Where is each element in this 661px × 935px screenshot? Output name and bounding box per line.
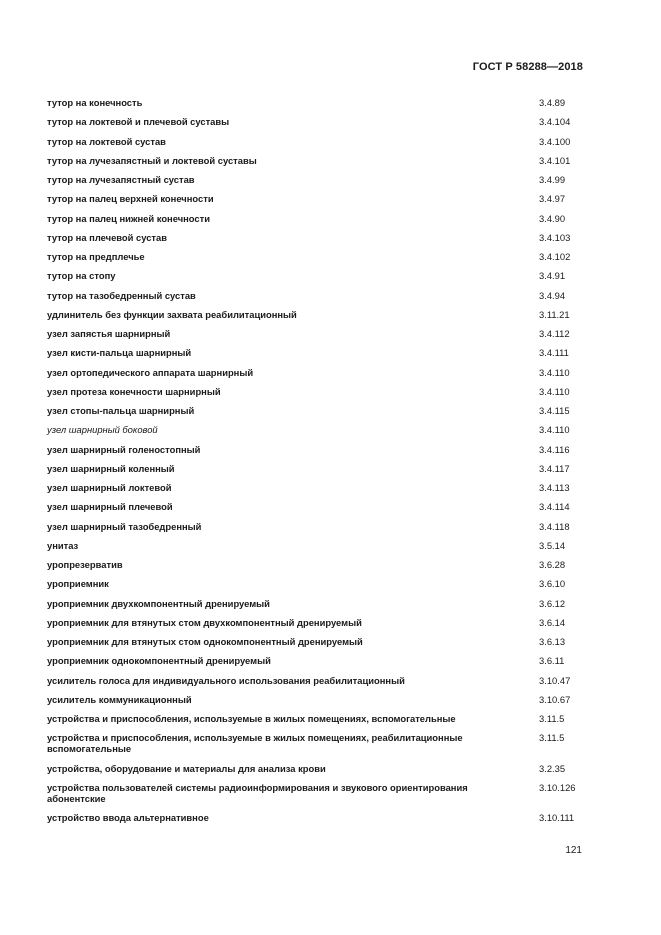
index-term: тутор на стопу — [47, 270, 116, 282]
index-entry — [47, 675, 587, 686]
index-entry — [47, 763, 587, 774]
index-reference: 3.4.115 — [539, 405, 570, 416]
index-term: узел кисти-пальца шарнирный — [47, 347, 192, 359]
index-term: узел шарнирный плечевой — [47, 501, 173, 513]
index-term: уроприемник двухкомпонентный дренируемый — [47, 597, 270, 609]
index-reference: 3.6.28 — [539, 559, 566, 570]
term-index — [47, 97, 587, 831]
index-term: тутор на тазобедренный сустав — [47, 289, 196, 301]
index-term: уроприемник для втянутых стом двухкомпонентный дренируемый — [47, 616, 362, 628]
index-reference: 3.4.110 — [539, 424, 570, 436]
index-reference: 3.6.12 — [539, 597, 566, 609]
index-entry — [47, 251, 587, 262]
index-entry — [47, 559, 587, 570]
index-entry — [47, 424, 587, 435]
index-entry — [47, 213, 587, 224]
index-entry — [47, 694, 587, 705]
index-term: устройства и приспособления, используемые в жилых помещениях, вспомогательные — [47, 713, 456, 724]
index-reference: 3.11.5 — [539, 732, 565, 744]
index-entry — [47, 174, 587, 185]
index-entry — [47, 193, 587, 204]
index-reference: 3.4.112 — [539, 328, 570, 339]
index-term: тутор на палец нижней конечности — [47, 212, 210, 224]
index-term: уроприемник однокомпонентный дренируемый — [47, 655, 271, 667]
index-reference: 3.4.100 — [539, 135, 571, 147]
index-term: узел протеза конечности шарнирный — [47, 385, 221, 397]
index-term: тутор на плечевой сустав — [47, 231, 168, 243]
index-entry — [47, 713, 587, 724]
index-term: тутор на конечность — [47, 97, 143, 108]
index-term: узел запястья шарнирный — [47, 328, 171, 339]
index-entry — [47, 97, 587, 108]
index-entry — [47, 270, 587, 281]
index-entry — [47, 636, 587, 647]
page-number: 121 — [565, 845, 582, 856]
index-term: узел шарнирный локтевой — [47, 482, 172, 493]
index-reference: 3.4.110 — [539, 366, 570, 378]
index-reference: 3.4.89 — [539, 97, 566, 108]
index-entry — [47, 405, 587, 416]
index-reference: 3.4.117 — [539, 462, 570, 474]
index-term: узел стопы-пальца шарнирный — [47, 405, 195, 416]
index-reference: 3.4.118 — [539, 520, 570, 532]
index-reference: 3.4.94 — [539, 289, 566, 301]
index-reference: 3.11.5 — [539, 713, 565, 724]
index-reference: 3.4.97 — [539, 193, 566, 205]
index-reference: 3.4.104 — [539, 116, 571, 128]
index-term: тутор на предплечье — [47, 251, 145, 262]
index-entry — [47, 501, 587, 512]
index-reference: 3.4.103 — [539, 231, 571, 243]
index-entry — [47, 116, 587, 127]
index-entry — [47, 309, 587, 320]
index-reference: 3.2.35 — [539, 762, 566, 774]
index-term: уроприемник для втянутых стом однокомпонентный дренируемый — [47, 636, 363, 647]
index-entry — [47, 540, 587, 551]
index-entry — [47, 521, 587, 532]
index-reference: 3.4.114 — [539, 501, 570, 513]
index-entry — [47, 347, 587, 358]
index-term: узел шарнирный коленный — [47, 462, 175, 474]
index-reference: 3.10.67 — [539, 693, 571, 705]
index-entry — [47, 578, 587, 589]
index-term: устройство ввода альтернативное — [47, 812, 209, 823]
index-term: удлинитель без функции захвата реабилитационный — [47, 308, 297, 320]
index-entry — [47, 782, 587, 804]
index-entry — [47, 328, 587, 339]
index-term: тутор на палец верхней конечности — [47, 193, 214, 205]
index-term: устройства, оборудование и материалы для анализа крови — [47, 762, 326, 774]
index-reference: 3.4.113 — [539, 482, 570, 493]
index-term: тутор на лучезапястный сустав — [47, 174, 195, 185]
index-entry — [47, 655, 587, 666]
index-reference: 3.10.126 — [539, 781, 576, 793]
index-reference: 3.6.13 — [539, 636, 566, 647]
index-term: унитаз — [47, 539, 79, 551]
index-reference: 3.10.47 — [539, 674, 571, 686]
index-reference: 3.6.10 — [539, 578, 566, 590]
index-entry — [47, 732, 587, 754]
index-reference: 3.6.11 — [539, 655, 565, 667]
index-term: тутор на локтевой сустав — [47, 135, 166, 147]
index-reference: 3.6.14 — [539, 616, 566, 628]
index-entry — [47, 290, 587, 301]
index-entry — [47, 482, 587, 493]
index-reference: 3.4.99 — [539, 174, 566, 185]
document-header: ГОСТ Р 58288—2018 — [472, 61, 583, 73]
index-term: уропрезерватив — [47, 559, 123, 570]
index-reference: 3.11.21 — [539, 308, 570, 320]
index-reference: 3.4.116 — [539, 443, 570, 455]
index-term: тутор на локтевой и плечевой суставы — [47, 116, 230, 128]
index-entry — [47, 232, 587, 243]
index-reference: 3.4.111 — [539, 347, 569, 359]
index-entry — [47, 386, 587, 397]
index-term: усилитель голоса для индивидуального использования реабилитационный — [47, 674, 405, 686]
index-reference: 3.4.90 — [539, 212, 566, 224]
index-reference: 3.4.102 — [539, 251, 571, 262]
index-term: узел ортопедического аппарата шарнирный — [47, 366, 254, 378]
index-reference: 3.4.101 — [539, 154, 571, 166]
index-entry — [47, 598, 587, 609]
index-reference: 3.5.14 — [539, 539, 566, 551]
index-term: тутор на лучезапястный и локтевой суставы — [47, 154, 257, 166]
index-entry — [47, 136, 587, 147]
index-entry — [47, 617, 587, 628]
index-term: устройства и приспособления, используемые в жилых помещениях, реабилитационные вспомогательные — [47, 732, 463, 755]
index-entry — [47, 367, 587, 378]
index-term: узел шарнирный тазобедренный — [47, 520, 202, 532]
index-entry — [47, 444, 587, 455]
index-term: уроприемник — [47, 578, 109, 590]
index-entry — [47, 155, 587, 166]
index-term: узел шарнирный боковой — [47, 424, 158, 436]
index-term: усилитель коммуникационный — [47, 693, 192, 705]
index-reference: 3.10.111 — [539, 812, 575, 823]
index-entry — [47, 812, 587, 823]
index-term: узел шарнирный голеностопный — [47, 443, 201, 455]
index-reference: 3.4.91 — [539, 270, 566, 282]
index-reference: 3.4.110 — [539, 385, 570, 397]
index-entry — [47, 463, 587, 474]
index-term: устройства пользователей системы радиоинформирования и звукового ориентирования абонентские — [47, 781, 468, 804]
